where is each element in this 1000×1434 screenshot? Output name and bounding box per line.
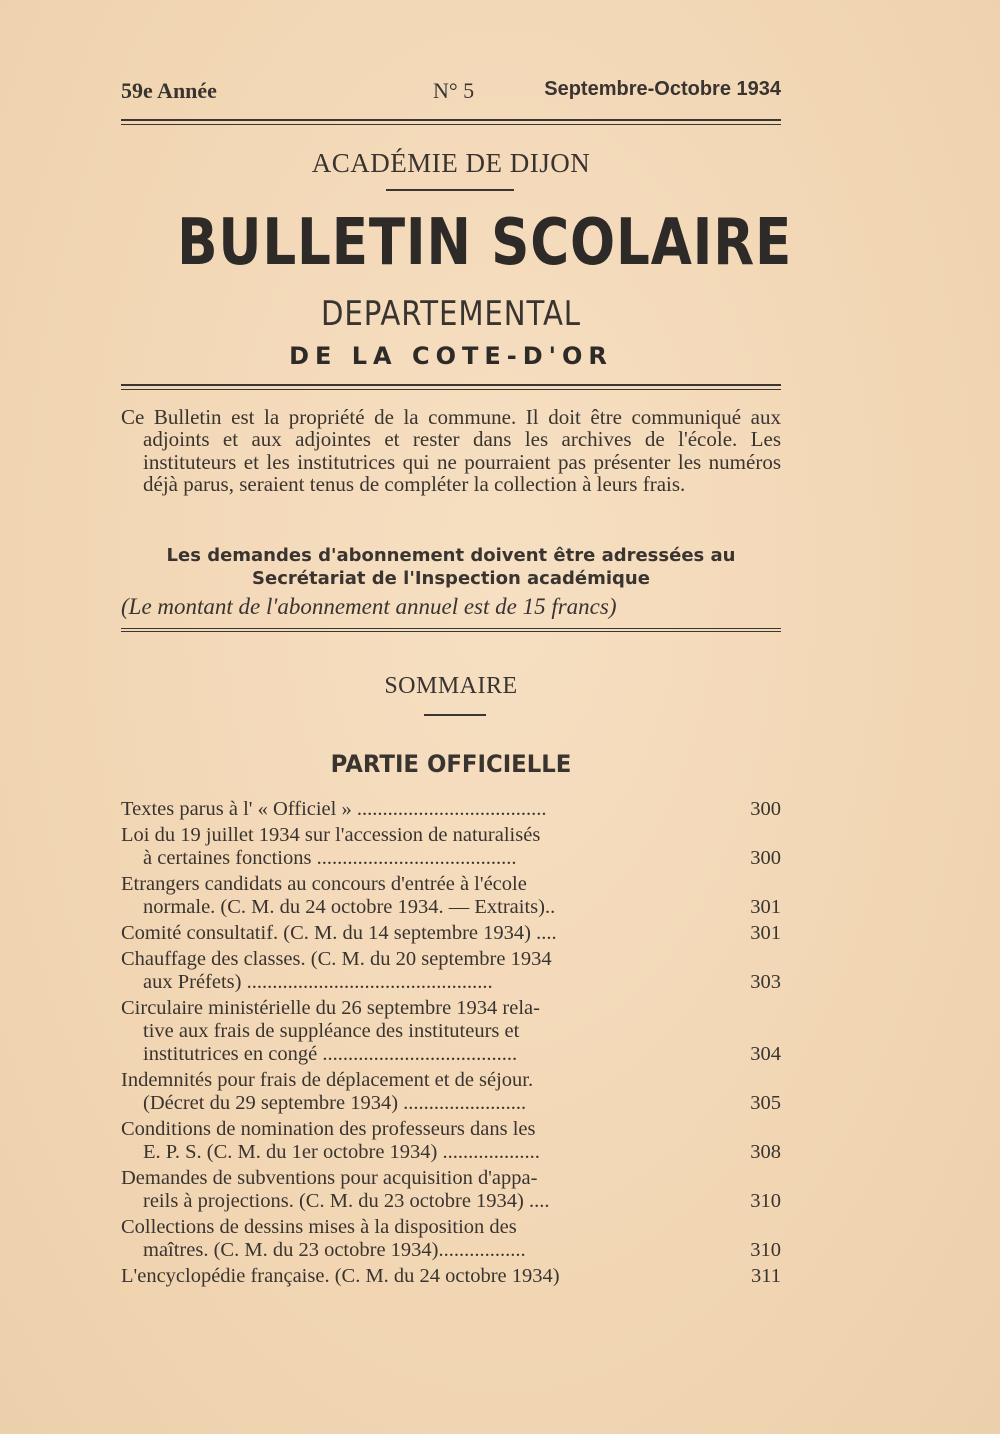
toc-entry-text: Chauffage des classes. (C. M. du 20 septembre 1934	[121, 948, 552, 970]
toc-entry	[121, 1216, 781, 1262]
toc-page-number: 310	[750, 1239, 781, 1261]
toc-entry-text: Comité consultatif. (C. M. du 14 septembre 1934) ....	[121, 922, 557, 944]
toc-entry-text: E. P. S. (C. M. du 1er octobre 1934) ...................	[143, 1141, 540, 1163]
toc-entry-text: Loi du 19 juillet 1934 sur l'accession de naturalisés	[121, 824, 541, 846]
toc-entry	[121, 997, 781, 1066]
toc-entry-text: Etrangers candidats au concours d'entrée à l'école	[121, 873, 527, 895]
region-title: DE LA COTE-D'OR	[289, 342, 613, 370]
toc-entry-text: Conditions de nomination des professeurs dans les	[121, 1118, 536, 1140]
toc-page-number: 308	[750, 1141, 781, 1163]
toc-entry	[121, 1118, 781, 1164]
academie-title: ACADÉMIE DE DIJON	[311, 148, 591, 178]
toc-entry-text: institutrices en congé ......................................	[143, 1043, 518, 1065]
toc-entry	[121, 824, 781, 870]
issue-number: N° 5	[433, 78, 475, 103]
issue-date: Septembre-Octobre 1934	[544, 78, 781, 100]
toc-page-number: 300	[750, 847, 781, 869]
masthead-divider	[121, 384, 781, 390]
toc-page-number: 304	[750, 1043, 781, 1065]
toc-entry-text: à certaines fonctions .......................................	[143, 847, 517, 869]
toc-entry-text: Indemnités pour frais de déplacement et de séjour.	[121, 1069, 534, 1091]
sommaire-underline	[424, 714, 486, 716]
issue-header	[121, 78, 781, 108]
toc-entry-text: normale. (C. M. du 24 octobre 1934. — Extraits)..	[143, 896, 556, 918]
toc-page-number: 303	[750, 971, 781, 993]
toc-entry	[121, 798, 781, 821]
section-title: PARTIE OFFICIELLE	[330, 750, 572, 778]
toc-entry	[121, 948, 781, 994]
toc-entry	[121, 922, 781, 945]
toc-page-number: 301	[750, 896, 781, 918]
notice-text: Ce Bulletin est la propriété de la commune. Il doit être communiqué aux adjoints et aux adjointes et rester dans les archives de l'école. Les instituteurs et les institutrices qui ne pourraient pas présenter les numéros déjà parus, seraient tenus de compléter la collection à leurs frais.	[121, 405, 781, 496]
toc-page-number: 305	[750, 1092, 781, 1114]
year-label: 59e Année	[121, 78, 217, 103]
toc-entry-text: aux Préfets) ................................................	[143, 971, 493, 993]
header-divider	[121, 119, 781, 125]
subscription-price: (Le montant de l'abonnement annuel est de 15 francs)	[121, 594, 617, 619]
toc-page-number: 300	[750, 798, 781, 820]
toc-page-number: 301	[750, 922, 781, 944]
toc-entry-text: maîtres. (C. M. du 23 octobre 1934).................	[143, 1239, 526, 1261]
toc-page-number: 310	[750, 1190, 781, 1212]
subscription-line-2: Secrétariat de l'Inspection académique	[252, 568, 650, 589]
bulletin-title: BULLETIN SCOLAIRE	[177, 206, 793, 280]
toc-entry-text: L'encyclopédie française. (C. M. du 24 octobre 1934)	[121, 1265, 560, 1287]
academie-underline	[386, 189, 514, 191]
subscription-line-1: Les demandes d'abonnement doivent être adressées au	[166, 545, 736, 566]
bulletin-subtitle: DEPARTEMENTAL	[321, 294, 581, 334]
toc-entry-text: Collections de dessins mises à la disposition des	[121, 1216, 517, 1238]
toc-entry-text: tive aux frais de suppléance des instituteurs et	[143, 1020, 520, 1042]
toc-entry-text: reils à projections. (C. M. du 23 octobre 1934) ....	[143, 1190, 550, 1212]
toc-entry-text: (Décret du 29 septembre 1934) ........................	[143, 1092, 527, 1114]
notice-divider	[121, 628, 781, 632]
toc-entry-text: Textes parus à l' « Officiel » .....................................	[121, 798, 547, 820]
toc-entry	[121, 1265, 781, 1288]
toc-entry	[121, 873, 781, 919]
subscription-notice	[121, 544, 781, 590]
sommaire-title: SOMMAIRE	[384, 673, 518, 699]
table-of-contents	[121, 798, 781, 1291]
toc-entry	[121, 1167, 781, 1213]
ownership-notice	[121, 406, 781, 495]
toc-entry	[121, 1069, 781, 1115]
toc-entry-text: Circulaire ministérielle du 26 septembre 1934 rela-	[121, 997, 540, 1019]
toc-page-number: 311	[751, 1265, 781, 1287]
toc-entry-text: Demandes de subventions pour acquisition d'appa-	[121, 1167, 538, 1189]
